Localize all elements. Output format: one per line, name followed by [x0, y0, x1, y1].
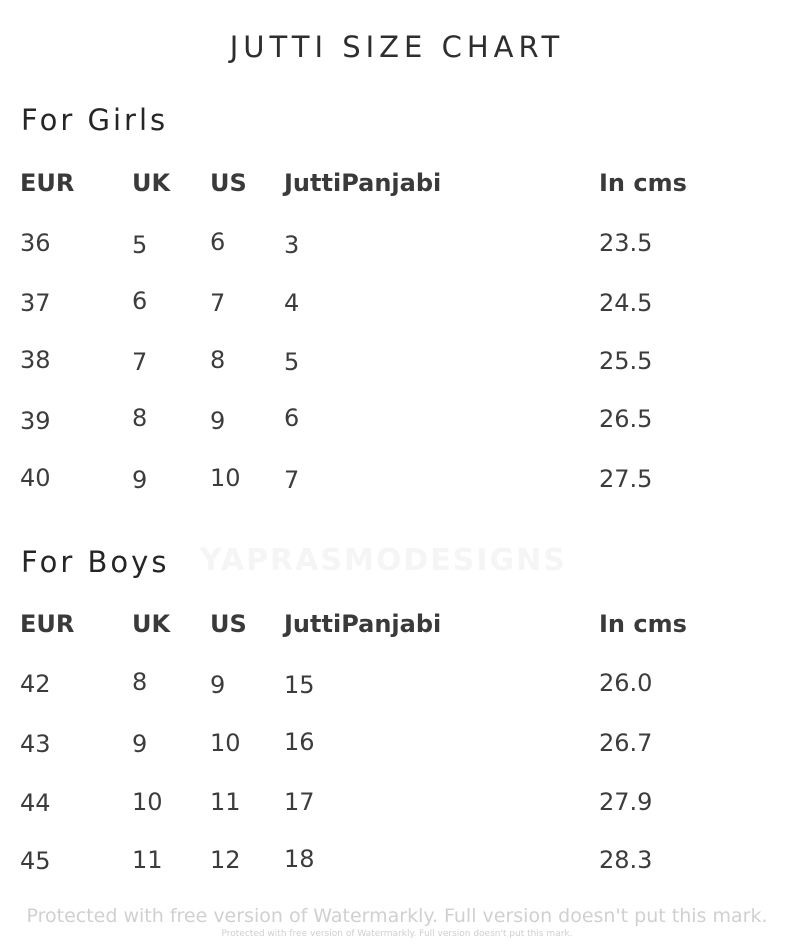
cell-eur: 44: [20, 789, 51, 817]
cell-eur: 43: [20, 730, 51, 758]
watermark-notice-small: Protected with free version of Watermarkly. Full version doesn't put this mark.: [221, 929, 573, 939]
cell-uk: 7: [132, 348, 148, 376]
cell-us: 6: [210, 228, 226, 256]
cell-eur: 38: [20, 346, 51, 374]
cell-uk: 8: [132, 404, 148, 432]
cell-eur: 36: [20, 229, 51, 257]
cell-us: 9: [210, 407, 226, 435]
cell-uk: 10: [132, 788, 163, 816]
header-uk: UK: [132, 169, 171, 197]
cell-jutti-panjabi: 6: [284, 404, 300, 432]
cell-eur: 39: [20, 407, 51, 435]
cell-jutti-panjabi: 4: [284, 289, 300, 317]
watermark-notice: Protected with free version of Watermarkly. Full version doesn't put this mark.: [26, 905, 768, 927]
cell-uk: 11: [132, 846, 163, 874]
cell-in-cms: 27.9: [599, 788, 653, 816]
cell-in-cms: 24.5: [599, 289, 653, 317]
cell-uk: 6: [132, 287, 148, 315]
header-uk: UK: [132, 610, 171, 638]
cell-jutti-panjabi: 5: [284, 348, 300, 376]
cell-us: 7: [210, 289, 226, 317]
cell-eur: 40: [20, 464, 51, 492]
cell-eur: 37: [20, 289, 51, 317]
header-us: US: [210, 610, 247, 638]
cell-in-cms: 25.5: [599, 347, 653, 375]
header-us: US: [210, 169, 247, 197]
header-eur: EUR: [20, 169, 75, 197]
cell-eur: 42: [20, 670, 51, 698]
cell-jutti-panjabi: 7: [284, 466, 300, 494]
header-eur: EUR: [20, 610, 75, 638]
cell-us: 10: [210, 729, 241, 757]
header-jutti-panjabi: JuttiPanjabi: [284, 169, 442, 197]
cell-eur: 45: [20, 847, 51, 875]
cell-jutti-panjabi: 3: [284, 231, 300, 259]
cell-in-cms: 26.0: [599, 669, 653, 697]
cell-us: 8: [210, 346, 226, 374]
cell-uk: 9: [132, 466, 148, 494]
cell-in-cms: 26.5: [599, 405, 653, 433]
header-in-cms: In cms: [599, 169, 687, 197]
cell-in-cms: 28.3: [599, 846, 653, 874]
cell-uk: 5: [132, 231, 148, 259]
faint-watermark-text: YAPRASMODESIGNS: [200, 543, 567, 578]
girls-section-title: For Girls: [21, 103, 169, 137]
cell-uk: 8: [132, 668, 148, 696]
header-in-cms: In cms: [599, 610, 687, 638]
page-title: JUTTI SIZE CHART: [229, 30, 565, 64]
header-jutti-panjabi: JuttiPanjabi: [284, 610, 442, 638]
cell-in-cms: 23.5: [599, 229, 653, 257]
cell-jutti-panjabi: 16: [284, 728, 315, 756]
cell-uk: 9: [132, 730, 148, 758]
cell-us: 9: [210, 671, 226, 699]
cell-jutti-panjabi: 17: [284, 788, 315, 816]
cell-in-cms: 27.5: [599, 465, 653, 493]
cell-us: 11: [210, 788, 241, 816]
cell-us: 12: [210, 846, 241, 874]
boys-section-title: For Boys: [21, 545, 170, 579]
cell-jutti-panjabi: 15: [284, 671, 315, 699]
cell-us: 10: [210, 464, 241, 492]
cell-in-cms: 26.7: [599, 729, 653, 757]
cell-jutti-panjabi: 18: [284, 845, 315, 873]
